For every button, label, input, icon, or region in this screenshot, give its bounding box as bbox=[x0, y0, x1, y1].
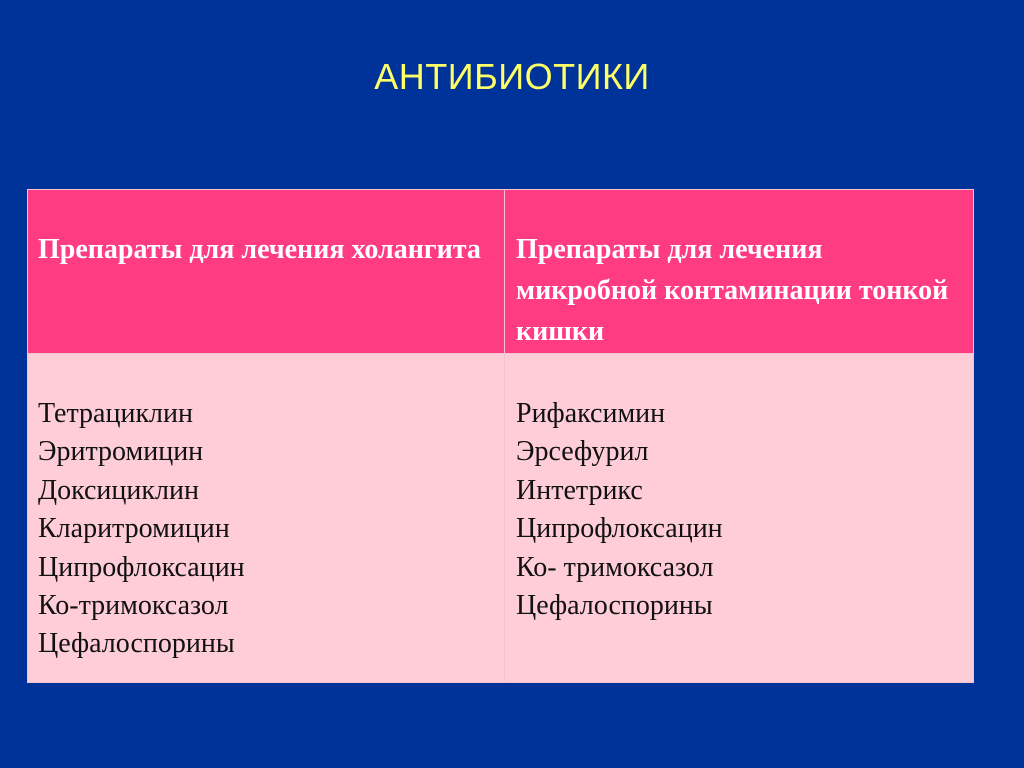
list-item: Интетрикс bbox=[516, 474, 643, 506]
slide-title: АНТИБИОТИКИ bbox=[374, 56, 650, 97]
list-item: Кларитромицин bbox=[38, 513, 230, 545]
header-small-intestine-contamination: Препараты для лечения микробной контаминации тонкой кишки bbox=[505, 190, 974, 354]
table-body-row bbox=[28, 354, 974, 683]
header-cholangitis: Препараты для лечения холангита bbox=[28, 190, 505, 354]
table-header-row bbox=[28, 190, 974, 354]
list-item: Ко-тримоксазол bbox=[38, 590, 229, 622]
list-item: Эрсефурил bbox=[516, 436, 649, 468]
cholangitis-drug-list bbox=[38, 395, 494, 664]
list-item: Тетрациклин bbox=[38, 398, 193, 429]
list-item: Ко- тримоксазол bbox=[516, 551, 714, 583]
contamination-drugs-cell bbox=[505, 354, 974, 683]
cholangitis-drugs-cell bbox=[28, 354, 505, 683]
list-item: Рифаксимин bbox=[516, 398, 666, 429]
list-item: Доксициклин bbox=[38, 474, 199, 506]
list-item: Цефалоспорины bbox=[516, 590, 713, 622]
contamination-drug-list bbox=[516, 395, 963, 625]
list-item: Цефалоспорины bbox=[38, 628, 235, 660]
list-item: Эритромицин bbox=[38, 436, 204, 468]
list-item: Ципрофлоксацин bbox=[516, 513, 723, 545]
antibiotics-table bbox=[27, 189, 974, 683]
list-item: Ципрофлоксацин bbox=[38, 551, 245, 583]
